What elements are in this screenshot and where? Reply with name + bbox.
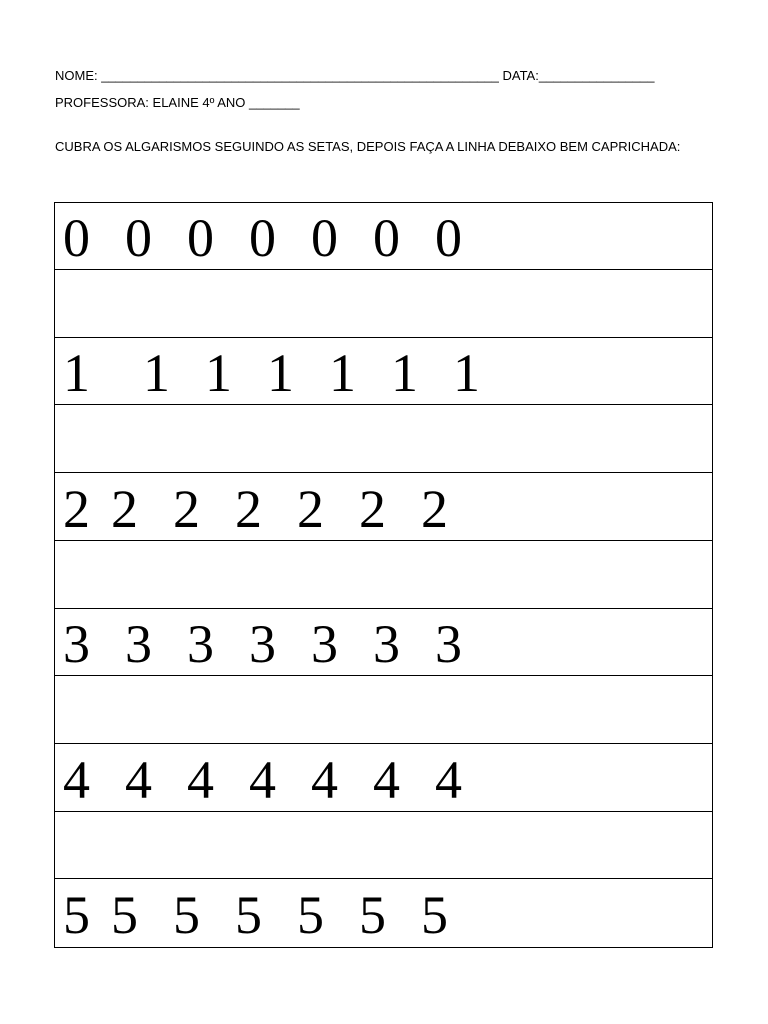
trace-digit: 2 <box>173 478 200 539</box>
trace-digit: 0 <box>311 208 338 268</box>
trace-digit: 1 <box>267 343 294 404</box>
writing-row[interactable] <box>55 542 712 609</box>
writing-row[interactable] <box>55 677 712 744</box>
trace-digit: 1 <box>63 343 90 404</box>
trace-digit: 5 <box>235 885 262 945</box>
trace-digit: 0 <box>373 208 400 268</box>
trace-digit: 5 <box>111 885 138 945</box>
trace-digit: 5 <box>359 885 386 945</box>
trace-digit: 1 <box>391 343 418 404</box>
trace-digit: 0 <box>125 208 152 268</box>
trace-digit: 3 <box>249 614 276 675</box>
trace-digit: 5 <box>297 885 324 945</box>
trace-digit: 2 <box>235 478 262 539</box>
trace-digit: 4 <box>311 749 338 810</box>
trace-digit: 4 <box>187 749 214 810</box>
digit-row-3 <box>55 609 712 676</box>
digit-row-4 <box>55 745 712 812</box>
teacher-grade-line: PROFESSORA: ELAINE 4º ANO _______ <box>55 95 300 110</box>
trace-digit: 5 <box>421 885 448 945</box>
trace-digit: 2 <box>63 478 90 539</box>
instructions: CUBRA OS ALGARISMOS SEGUINDO AS SETAS, DEPOIS FAÇA A LINHA DEBAIXO BEM CAPRICHADA: <box>55 139 681 154</box>
trace-digit: 4 <box>63 749 90 810</box>
trace-digit: 3 <box>435 614 462 675</box>
trace-digit: 0 <box>187 208 214 268</box>
trace-digit: 2 <box>297 478 324 539</box>
digit-row-2 <box>55 474 712 541</box>
writing-row[interactable] <box>55 271 712 338</box>
trace-digit: 0 <box>63 208 90 268</box>
trace-digit: 3 <box>187 614 214 675</box>
digit-row-0 <box>55 203 712 270</box>
trace-digit: 4 <box>435 749 462 810</box>
trace-digit: 4 <box>373 749 400 810</box>
writing-row[interactable] <box>55 406 712 473</box>
trace-digit: 2 <box>111 478 138 539</box>
trace-digit: 4 <box>125 749 152 810</box>
name-date-line: NOME: _______________________________________________________ DATA:________________ <box>55 68 655 83</box>
trace-digit: 0 <box>435 208 462 268</box>
trace-digit: 1 <box>143 343 170 404</box>
trace-digit: 2 <box>421 478 448 539</box>
trace-digit: 1 <box>453 343 480 404</box>
trace-digit: 3 <box>63 614 90 675</box>
trace-digit: 2 <box>359 478 386 539</box>
trace-digit: 3 <box>311 614 338 675</box>
trace-digit: 5 <box>173 885 200 945</box>
writing-row[interactable] <box>55 812 712 879</box>
trace-digit: 0 <box>249 208 276 268</box>
trace-digit: 3 <box>125 614 152 675</box>
trace-digit: 1 <box>205 343 232 404</box>
trace-digit: 3 <box>373 614 400 675</box>
trace-digit: 4 <box>249 749 276 810</box>
trace-digit: 5 <box>63 885 90 945</box>
digit-row-5 <box>55 880 712 947</box>
digit-row-1 <box>55 338 712 405</box>
trace-digit: 1 <box>329 343 356 404</box>
practice-grid <box>54 202 713 948</box>
